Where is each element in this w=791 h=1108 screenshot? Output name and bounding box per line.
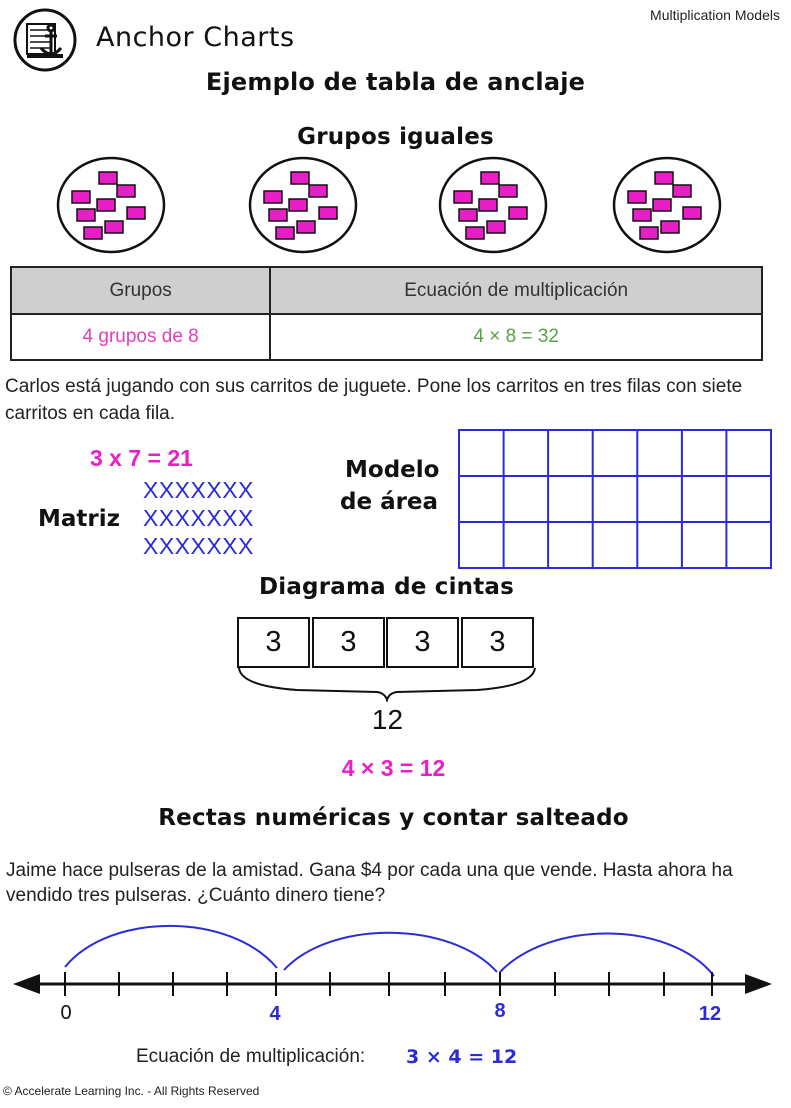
array-equation: 3 x 7 = 21 (90, 445, 193, 471)
group-circle (440, 158, 546, 252)
group-item (127, 207, 145, 219)
group-item (84, 227, 102, 239)
group-item (289, 199, 307, 211)
number-line (0, 920, 791, 1030)
group-circle (250, 158, 356, 252)
tape-brace (237, 666, 537, 702)
topic-label: Multiplication Models (650, 7, 780, 23)
number-line-title: Rectas numéricas y contar salteado (158, 805, 629, 831)
tape-cell: 3 (461, 617, 534, 668)
table-cell-equation: 4 × 8 = 32 (270, 314, 762, 360)
number-line-equation: 3 × 4 = 12 (406, 1046, 518, 1068)
main-title: Ejemplo de tabla de anclaje (205, 68, 586, 96)
tape-total: 12 (371, 704, 404, 735)
group-item (633, 209, 651, 221)
group-item (640, 227, 658, 239)
number-line-equation-label: Ecuación de multiplicación: (136, 1046, 366, 1067)
copyright-footer: © Accelerate Learning Inc. - All Rights Reserved (3, 1084, 260, 1098)
group-item (309, 185, 327, 197)
number-line-label: 4 (269, 1003, 281, 1025)
group-item (487, 221, 505, 233)
group-item (466, 227, 484, 239)
group-item (479, 199, 497, 211)
tape-cell: 3 (312, 617, 385, 668)
group-item (481, 172, 499, 184)
group-item (683, 207, 701, 219)
group-item (628, 191, 646, 203)
group-item (661, 221, 679, 233)
group-item (276, 227, 294, 239)
skip-count-arcs (65, 926, 714, 976)
table-header-equation: Ecuación de multiplicación (270, 267, 762, 314)
number-line-label: 12 (698, 1003, 722, 1025)
group-item (77, 209, 95, 221)
number-line-label: 0 (60, 1002, 72, 1024)
tape-cell: 3 (386, 617, 459, 668)
array-row: XXXXXXX (143, 477, 254, 503)
area-model-label-line2: de área (340, 489, 439, 515)
group-item (291, 172, 309, 184)
array-row: XXXXXXX (143, 505, 254, 531)
group-item (269, 209, 287, 221)
group-item (264, 191, 282, 203)
group-item (99, 172, 117, 184)
number-line-label: 8 (494, 1000, 506, 1022)
equal-groups-illustration (55, 155, 735, 260)
tape-cell: 3 (237, 617, 310, 668)
area-model-label-line1: Modelo (345, 457, 440, 483)
left-arrow-icon (13, 974, 40, 994)
groups-equation-table (10, 266, 763, 361)
group-circle (614, 158, 720, 252)
group-item (297, 221, 315, 233)
group-item (509, 207, 527, 219)
problem-text-jaime: Jaime hace pulseras de la amistad. Gana $4 por cada una que vende. Hasta ahora ha vendido tres pulseras. ¿Cuánto dinero tiene? (6, 860, 733, 906)
group-item (105, 221, 123, 233)
array-row: XXXXXXX (143, 533, 254, 559)
group-item (454, 191, 472, 203)
group-item (319, 207, 337, 219)
problem-text-carlos: Carlos está jugando con sus carritos de juguete. Pone los carritos en tres filas con siete carritos en cada fila. (5, 376, 743, 424)
group-circle (58, 158, 164, 252)
group-item (653, 199, 671, 211)
equal-groups-title: Grupos iguales (297, 124, 494, 150)
right-arrow-icon (745, 974, 772, 994)
group-item (97, 199, 115, 211)
group-item (117, 185, 135, 197)
group-item (499, 185, 517, 197)
array-label: Matriz (38, 506, 121, 532)
group-item (459, 209, 477, 221)
table-header-groups: Grupos (11, 267, 270, 314)
anchor-charts-logo (13, 8, 77, 72)
brand-name: Anchor Charts (96, 22, 295, 53)
tape-diagram-title: Diagrama de cintas (258, 574, 515, 600)
table-cell-groups: 4 grupos de 8 (11, 314, 270, 360)
tape-equation: 4 × 3 = 12 (341, 755, 446, 781)
group-item (72, 191, 90, 203)
group-item (673, 185, 691, 197)
group-item (655, 172, 673, 184)
area-model-grid (458, 429, 774, 571)
